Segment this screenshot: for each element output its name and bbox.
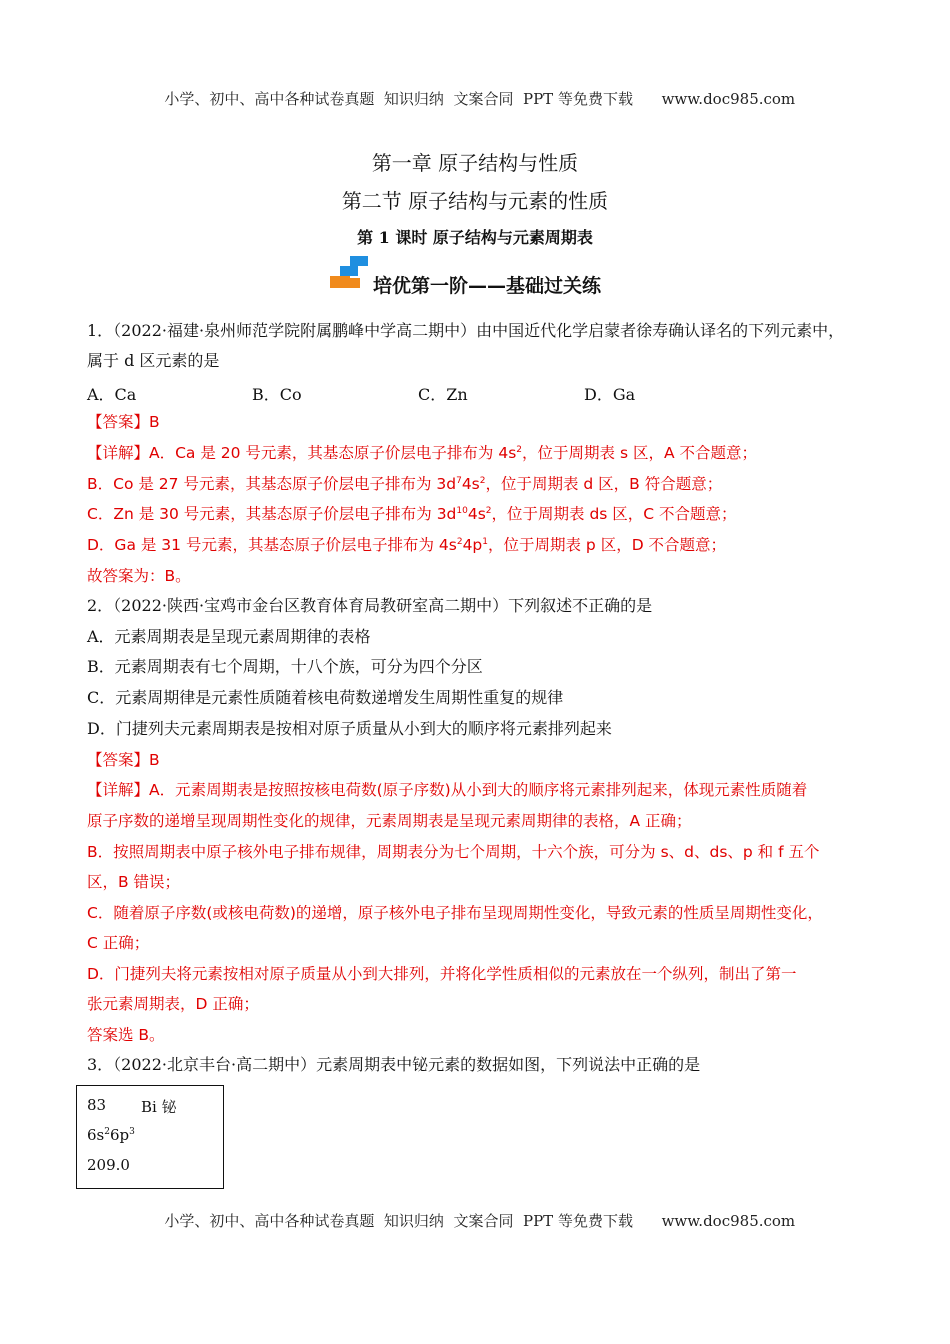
q1-stem-line2: 属于 d 区元素的是 <box>87 351 220 370</box>
q1-detail-d: D．Ga 是 31 号元素，其基态原子价层电子排布为 $4s^24p^1$，位于周期表 p 区，D 不合题意； <box>87 536 727 554</box>
q2-option-c: C．元素周期律是元素性质随着核电荷数递增发生周期性重复的规律 <box>87 688 564 707</box>
stairs-logo-icon <box>328 256 370 290</box>
q2-option-d: D．门捷列夫元素周期表是按相对原子质量从小到大的顺序将元素排列起来 <box>87 719 612 738</box>
section-title: 第二节 原子结构与元素的性质 <box>341 189 609 213</box>
element-number: 83 <box>87 1096 107 1114</box>
q2-detail-line: 原子序数的递增呈现周期性变化的规律，元素周期表是呈现元素周期律的表格，A 正确； <box>87 812 692 830</box>
q2-detail-line: 【详解】A．元素周期表是按照按核电荷数(原子序数)从小到大的顺序将元素排列起来，体现元素性质随着 <box>87 781 808 799</box>
q2-option-a: A．元素周期表是呈现元素周期律的表格 <box>87 627 371 646</box>
element-config: $6s^26p^3$ <box>87 1126 135 1144</box>
level-title: 培优第一阶——基础过关练 <box>373 275 602 297</box>
q2-detail-line: 答案选 B。 <box>87 1026 165 1044</box>
q3-stem: 3．（2022·北京丰台·高二期中）元素周期表中铋元素的数据如图，下列说法中正确的是 <box>87 1055 701 1074</box>
q1-stem-line1: 1．（2022·福建·泉州师范学院附属鹏峰中学高二期中）由中国近代化学启蒙者徐寿确认译名的下列元素中， <box>87 321 845 340</box>
q2-detail-line: C 正确； <box>87 934 150 952</box>
q1-detail-c: C．Zn 是 30 号元素，其基态原子价层电子排布为 $3d^{10}4s^2$，位于周期表 ds 区，C 不合题意； <box>87 505 737 523</box>
q1-option-c: C．Zn <box>418 385 468 404</box>
q2-detail-line: D．门捷列夫将元素按相对原子质量从小到大排列，并将化学性质相似的元素放在一个纵列，制出了第一 <box>87 965 797 983</box>
page-footer <box>0 1192 950 1231</box>
q1-option-b: B．Co <box>252 385 302 404</box>
footer-text: 小学、初中、高中各种试卷真题 知识归纳 文案合同 PPT 等免费下载 <box>164 1212 633 1230</box>
footer-site: www.doc985.com <box>661 1212 796 1230</box>
page-header <box>0 70 950 109</box>
q2-detail-line: 张元素周期表，D 正确； <box>87 995 259 1013</box>
q2-detail-line: 区，B 错误； <box>87 873 181 891</box>
q1-detail-a: 【详解】A．Ca 是 20 号元素，其基态原子价层电子排布为 $4s^2$，位于周期表 s 区，A 不合题意； <box>87 444 757 462</box>
lesson-title: 第 1 课时 原子结构与元素周期表 <box>357 228 593 247</box>
q1-option-a: A．Ca <box>87 385 137 404</box>
q2-detail-line: B．按照周期表中原子核外电子排布规律，周期表分为七个周期，十六个族，可分为 s、d、ds、p 和 f 五个 <box>87 843 820 861</box>
q1-answer: 【答案】B <box>87 413 160 431</box>
element-card <box>76 1085 224 1189</box>
q2-detail-line: C．随着原子序数(或核电荷数)的递增，原子核外电子排布呈现周期性变化，导致元素的性质呈周期性变化， <box>87 904 823 922</box>
q1-conclusion: 故答案为：B。 <box>87 567 191 585</box>
header-site: www.doc985.com <box>661 90 796 108</box>
element-mass: 209.0 <box>87 1156 130 1174</box>
element-symbol: Bi 铋 <box>141 1098 177 1116</box>
q2-option-b: B．元素周期表有七个周期，十八个族，可分为四个分区 <box>87 657 483 676</box>
q1-detail-b: B．Co 是 27 号元素，其基态原子价层电子排布为 $3d^74s^2$，位于周期表 d 区，B 符合题意； <box>87 475 723 493</box>
q1-option-d: D．Ga <box>584 385 636 404</box>
q2-answer: 【答案】B <box>87 751 160 769</box>
q2-stem: 2．（2022·陕西·宝鸡市金台区教育体育局教研室高二期中）下列叙述不正确的是 <box>87 596 653 615</box>
header-text: 小学、初中、高中各种试卷真题 知识归纳 文案合同 PPT 等免费下载 <box>164 90 633 108</box>
chapter-title: 第一章 原子结构与性质 <box>371 151 579 175</box>
